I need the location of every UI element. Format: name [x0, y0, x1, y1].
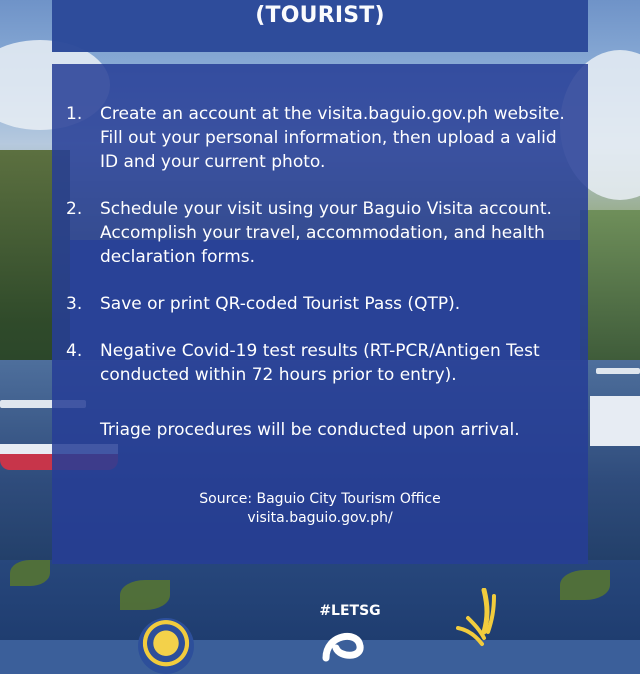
leaf — [10, 560, 50, 586]
sunburst-logo-icon — [454, 588, 510, 648]
list-item — [66, 197, 576, 269]
hashtag: #LETSG — [319, 603, 381, 619]
step-text: Negative Covid-19 test results (RT-PCR/Antigen Test conducted within 72 hours prior to entry). — [100, 341, 540, 385]
baguio-seal-icon — [138, 618, 194, 674]
step-number: 4. — [66, 341, 83, 361]
letsg-logo-icon — [318, 624, 368, 664]
step-text: Create an account at the visita.baguio.gov.ph website. Fill out your personal information, then upload a valid ID and your current photo. — [100, 104, 565, 172]
title-banner — [52, 0, 588, 52]
step-number: 2. — [66, 199, 83, 219]
list-item — [66, 339, 576, 387]
list-item — [66, 292, 576, 316]
leaf — [560, 570, 610, 600]
step-number: 1. — [66, 104, 83, 124]
trees-right — [580, 210, 640, 360]
list-item — [66, 102, 576, 174]
step-number: 3. — [66, 294, 83, 314]
requirements-panel — [52, 64, 588, 564]
source-url: visita.baguio.gov.ph/ — [247, 510, 393, 526]
page-subtitle: (TOURIST) — [255, 3, 385, 28]
step-text: Save or print QR-coded Tourist Pass (QTP). — [100, 294, 461, 314]
source-line: Source: Baguio City Tourism Office — [199, 491, 441, 507]
step-text: Schedule your visit using your Baguio Visita account. Accomplish your travel, accommodation, and health declaration forms. — [100, 199, 552, 267]
requirements-list — [66, 102, 576, 410]
leaf — [120, 580, 170, 610]
source-credit — [52, 490, 588, 528]
triage-note: Triage procedures will be conducted upon arrival. — [100, 420, 520, 440]
